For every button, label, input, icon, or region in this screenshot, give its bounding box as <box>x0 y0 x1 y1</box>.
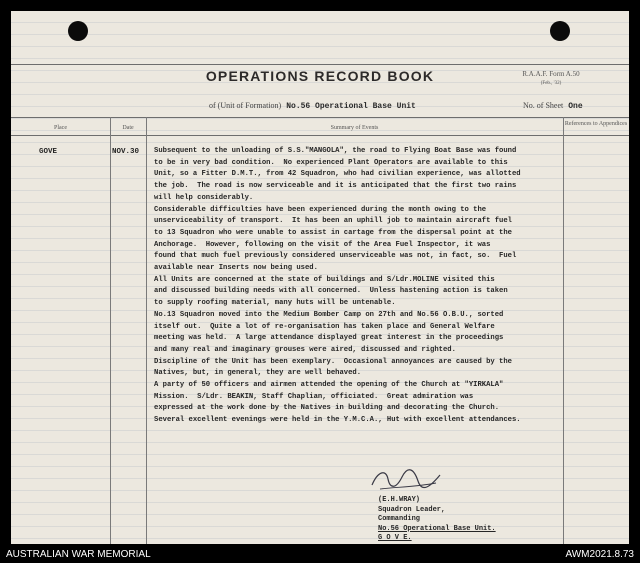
signature-place: G O V E. <box>378 534 412 542</box>
summary-line: Natives, but, in general, they are well behaved. <box>154 369 362 378</box>
handwritten-signature <box>366 463 446 493</box>
signature-name: (E.H.WRAY) <box>378 496 421 504</box>
summary-line: Discipline of the Unit has been exemplary. Occasional annoyances are caused by the <box>154 357 512 366</box>
summary-line: All Units are concerned at the state of buildings and S/Ldr.MOLINE visited this <box>154 275 495 284</box>
summary-line: to be in very bad condition. No experienced Plant Operators are available to this <box>154 158 508 167</box>
rule-top <box>11 64 629 65</box>
signature-rank: Squadron Leader, <box>378 505 446 514</box>
column-divider-date <box>146 117 147 544</box>
summary-line: Unit, so a Fitter D.M.T., from 42 Squadron, who had civilian experience, was allotted <box>154 170 521 179</box>
column-header-summary: Summary of Events <box>330 125 379 131</box>
column-header-place: Place <box>54 125 67 131</box>
form-number-text: R.A.A.F. Form A.50 <box>522 70 580 78</box>
summary-line: unserviceability of transport. It has been an uphill job to maintain aircraft fuel <box>154 217 512 226</box>
summary-line: Anchorage. However, following on the visit of the Area Fuel Inspector, it was <box>154 240 491 249</box>
summary-line: available near Inserts now being used. <box>154 264 318 273</box>
summary-line: expressed at the work done by the Natives in building and decorating the Church. <box>154 404 500 413</box>
summary-line: the job. The road is now serviceable and it is anticipated that the first two rains <box>154 182 517 191</box>
sheet-value: One <box>568 102 583 111</box>
punch-hole-right <box>550 21 570 41</box>
rule-header-bottom <box>11 135 629 136</box>
summary-line: Several excellent evenings were held in the Y.M.C.A., Hut with excellent attendances. <box>154 416 521 425</box>
column-header-date: Date <box>122 125 134 131</box>
summary-line: and many real and imaginary grouses were aired, discussed and righted. <box>154 345 456 354</box>
form-title: OPERATIONS RECORD BOOK <box>205 68 435 84</box>
column-divider-place <box>110 117 111 544</box>
signature-block <box>378 496 496 544</box>
footer-credit: AUSTRALIAN WAR MEMORIAL <box>6 549 151 560</box>
summary-line: Mission. S/Ldr. BEAKIN, Staff Chaplian, officiated. Great admiration was <box>154 392 474 401</box>
sheet-label: No. of Sheet <box>523 101 564 110</box>
summary-line: and discussed building needs with all concerned. Unless hastening action is taken <box>154 287 508 296</box>
unit-label: of (Unit of Formation) <box>209 101 282 110</box>
form-number <box>501 70 601 88</box>
signature-role: Commanding <box>378 515 421 523</box>
column-header-references: References to Appendices <box>564 121 628 127</box>
summary-of-events <box>154 146 564 427</box>
unit-value: No.56 Operational Base Unit <box>286 102 416 111</box>
unit-line <box>209 101 416 111</box>
footer-accession: AWM2021.8.73 <box>565 549 634 560</box>
sheet-line <box>523 101 583 111</box>
summary-line: to 13 Squadron who were unable to assist in cartage from the dispersal point at the <box>154 228 512 237</box>
form-date: (Feb., '32) <box>540 81 562 86</box>
summary-line: to supply roofing material, many huts will be untenable. <box>154 299 396 308</box>
summary-line: meeting was held. A large attendance displayed great interest in the proceedings <box>154 334 504 343</box>
summary-line: itself out. Quite a lot of re-organisation has taken place and General Welfare <box>154 322 495 331</box>
summary-line: will help considerably. <box>154 193 254 202</box>
punch-hole-left <box>68 21 88 41</box>
summary-line: A party of 50 officers and airmen attended the opening of the Church at "YIRKALA" <box>154 381 504 390</box>
summary-line: found that much fuel previously considered unserviceable was not, in fact, so. Fuel <box>154 252 517 261</box>
entry-date: NOV.30 <box>112 148 140 156</box>
document-page <box>11 11 629 544</box>
signature-unit: No.56 Operational Base Unit. <box>378 524 496 533</box>
rule-header-top <box>11 117 629 118</box>
summary-line: Subsequent to the unloading of S.S."MANGOLA", the road to Flying Boat Base was found <box>154 147 517 155</box>
entry-place: GOVE <box>39 148 58 156</box>
summary-line: No.13 Squadron moved into the Medium Bomber Camp on 27th and No.56 O.B.U., sorted <box>154 310 504 319</box>
summary-line: Considerable difficulties have been experienced during the month owing to the <box>154 205 487 214</box>
